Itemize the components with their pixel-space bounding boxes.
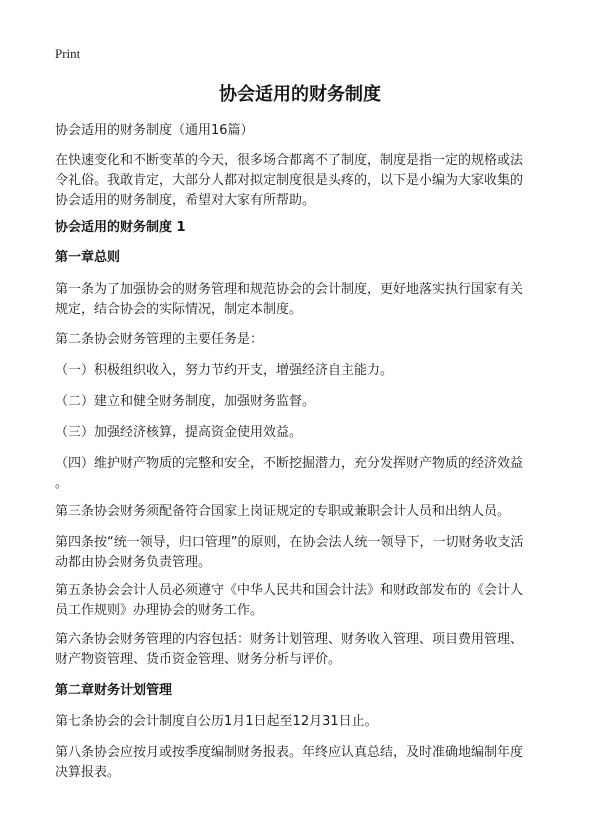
- intro-line: 在快速变化和不断变革的今天，很多场合都离不了制度，制度是指一定的规格或法: [55, 153, 524, 168]
- article-line: 第五条协会会计人员必须遵守《中华人民共和国会计法》和财政部发布的《会计人: [55, 583, 524, 598]
- list-item-line: （四）维护财产物质的完整和安全，不断挖掘潜力，充分发挥财产物质的经济效益: [55, 456, 524, 471]
- list-item-4: [55, 454, 555, 494]
- article-line: 规定，结合协会的实际情况，制定本制度。: [55, 302, 303, 317]
- list-item-2: （二）建立和健全财务制度，加强财务监督。: [55, 394, 316, 409]
- article-line: 财产物资管理、货币资金管理、财务分析与评价。: [55, 652, 342, 667]
- article-line: 决算报表。: [55, 765, 121, 780]
- article-line: 第八条协会应按月或按季度编制财务报表。年终应认真总结，及时准确地编制年度: [55, 745, 524, 760]
- intro-line: 令礼俗。我敢肯定，大部分人都对拟定制度很是头疼的，以下是小编为大家收集的: [55, 173, 524, 188]
- article-7: 第七条协会的会计制度自公历1月1日起至12月31日止。: [55, 714, 378, 729]
- subtitle: 协会适用的财务制度（通用16篇）: [55, 123, 254, 138]
- article-line: 第一条为了加强协会的财务管理和规范协会的会计制度，更好地落实执行国家有关: [55, 282, 524, 297]
- article-8: [55, 743, 555, 783]
- article-1: [55, 280, 555, 320]
- section-heading: 协会适用的财务制度 1: [55, 220, 186, 235]
- list-item-3: （三）加强经济核算，提高资金使用效益。: [55, 425, 303, 440]
- article-line: 动都由协会财务负责管理。: [55, 555, 212, 570]
- article-line: 第六条协会财务管理的内容包括：财务计划管理、财务收入管理、项目费用管理、: [55, 632, 524, 647]
- article-5: [55, 581, 555, 621]
- article-6: [55, 630, 555, 670]
- page-title: 协会适用的财务制度: [219, 84, 381, 105]
- article-2: 第二条协会财务管理的主要任务是：: [55, 332, 264, 347]
- chapter2-heading: 第二章财务计划管理: [55, 683, 173, 698]
- list-item-line: 。: [55, 476, 69, 491]
- chapter1-heading: 第一章总则: [55, 250, 121, 265]
- intro-line: 协会适用的财务制度，希望对大家有所帮助。: [55, 193, 316, 208]
- article-line: 员工作规则》办理协会的财务工作。: [55, 603, 264, 618]
- intro-paragraph: [55, 151, 555, 211]
- article-line: 第四条按“统一领导，归口管理”的原则，在协会法人统一领导下，一切财务收支活: [55, 535, 524, 550]
- article-3: 第三条协会财务须配备符合国家上岗证规定的专职或兼职会计人员和出纳人员。: [55, 504, 511, 519]
- print-label[interactable]: Print: [55, 46, 81, 61]
- list-item-1: （一）积极组织收入，努力节约开支，增强经济自主能力。: [55, 363, 394, 378]
- article-4: [55, 533, 555, 573]
